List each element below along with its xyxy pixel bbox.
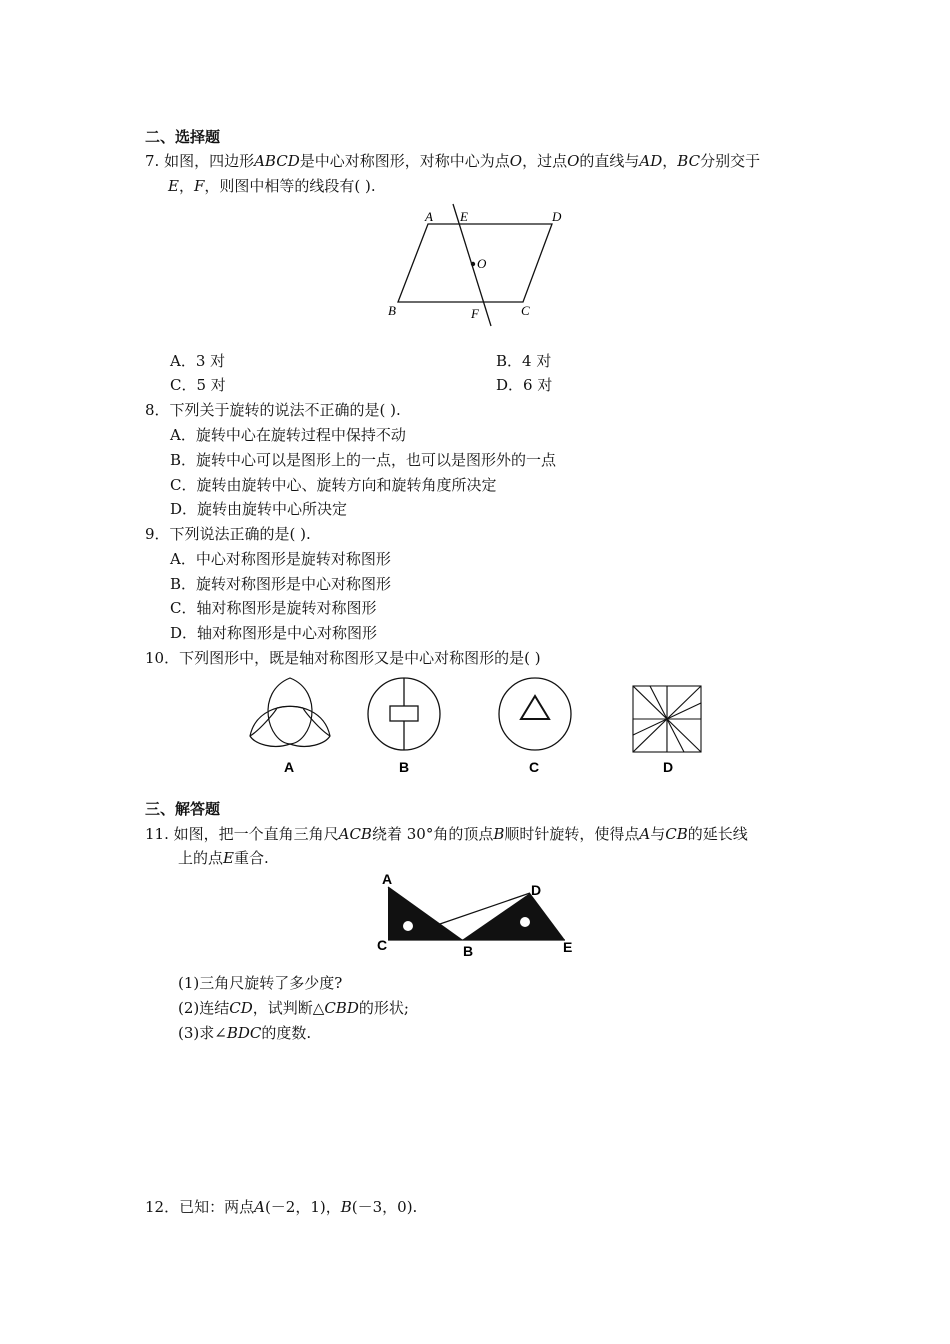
section-title-answer: 三、解答题 — [145, 800, 221, 818]
q7-label-c: C — [521, 303, 530, 318]
q8-option-b: B．旋转中心可以是图形上的一点，也可以是图形外的一点 — [170, 451, 557, 469]
q11-stem-line1: 11. 如图，把一个直角三角尺ACB绕着 30°角的顶点B顺时针旋转，使得点A与CB的延长线 — [145, 825, 748, 843]
q11-sub3: (3)求∠BDC的度数. — [178, 1024, 312, 1042]
q11-label-a: A — [382, 871, 393, 887]
q7-stem-line1: 7. 如图，四边形ABCD是中心对称图形，对称中心为点O，过点O的直线与AD，BC分别交于 — [145, 152, 761, 170]
q8-option-d: D．旋转由旋转中心所决定 — [170, 500, 348, 518]
q11-sub2: (2)连结CD，试判断△CBD的形状; — [178, 999, 409, 1017]
q9-option-a: A．中心对称图形是旋转对称图形 — [170, 550, 391, 568]
q9-option-b: B．旋转对称图形是中心对称图形 — [170, 575, 392, 593]
q8-option-a: A．旋转中心在旋转过程中保持不动 — [170, 426, 406, 444]
q10-label-c: C — [529, 759, 540, 775]
q10-figure-b — [365, 676, 445, 782]
q9-option-c: C．轴对称图形是旋转对称图形 — [170, 599, 377, 617]
q11-triangle-figure — [375, 870, 585, 960]
q11-label-b: B — [463, 943, 474, 959]
q7-stem-line2: E，F，则图中相等的线段有( ). — [168, 177, 376, 195]
q7-option-d: D．6 对 — [496, 376, 553, 394]
section-title-choice: 二、选择题 — [145, 128, 221, 146]
q10-label-d: D — [663, 759, 674, 775]
q7-option-b: B．4 对 — [496, 352, 552, 370]
q12-stem: 12．已知：两点A(－2，1)，B(－3，0). — [145, 1198, 418, 1216]
q10-figure-a — [245, 672, 335, 782]
q7-label-e: E — [460, 209, 468, 224]
q8-option-c: C．旋转由旋转中心、旋转方向和旋转角度所决定 — [170, 476, 497, 494]
q8-stem: 8．下列关于旋转的说法不正确的是( ). — [145, 401, 401, 419]
q7-label-a: A — [425, 209, 433, 224]
q11-label-e: E — [563, 939, 573, 955]
q10-figure-d — [630, 683, 705, 783]
q7-option-a: A．3 对 — [170, 352, 226, 370]
q7-parallelogram-figure — [380, 200, 580, 330]
q10-label-a: A — [284, 759, 295, 775]
q7-label-d: D — [552, 209, 562, 224]
q7-option-c: C．5 对 — [170, 376, 226, 394]
q11-sub1: (1)三角尺旋转了多少度? — [178, 974, 343, 992]
q10-figure-c — [496, 676, 576, 782]
q11-label-c: C — [377, 937, 388, 953]
q11-stem-line2: 上的点E重合. — [178, 849, 269, 867]
q10-label-b: B — [399, 759, 410, 775]
q7-label-b: B — [388, 303, 396, 318]
q9-option-d: D．轴对称图形是中心对称图形 — [170, 624, 378, 642]
q10-stem: 10．下列图形中，既是轴对称图形又是中心对称图形的是( ) — [145, 649, 541, 667]
q9-stem: 9．下列说法正确的是( ). — [145, 525, 311, 543]
q7-label-o: O — [477, 256, 487, 271]
q7-label-f: F — [471, 306, 479, 321]
q11-label-d: D — [531, 882, 542, 898]
